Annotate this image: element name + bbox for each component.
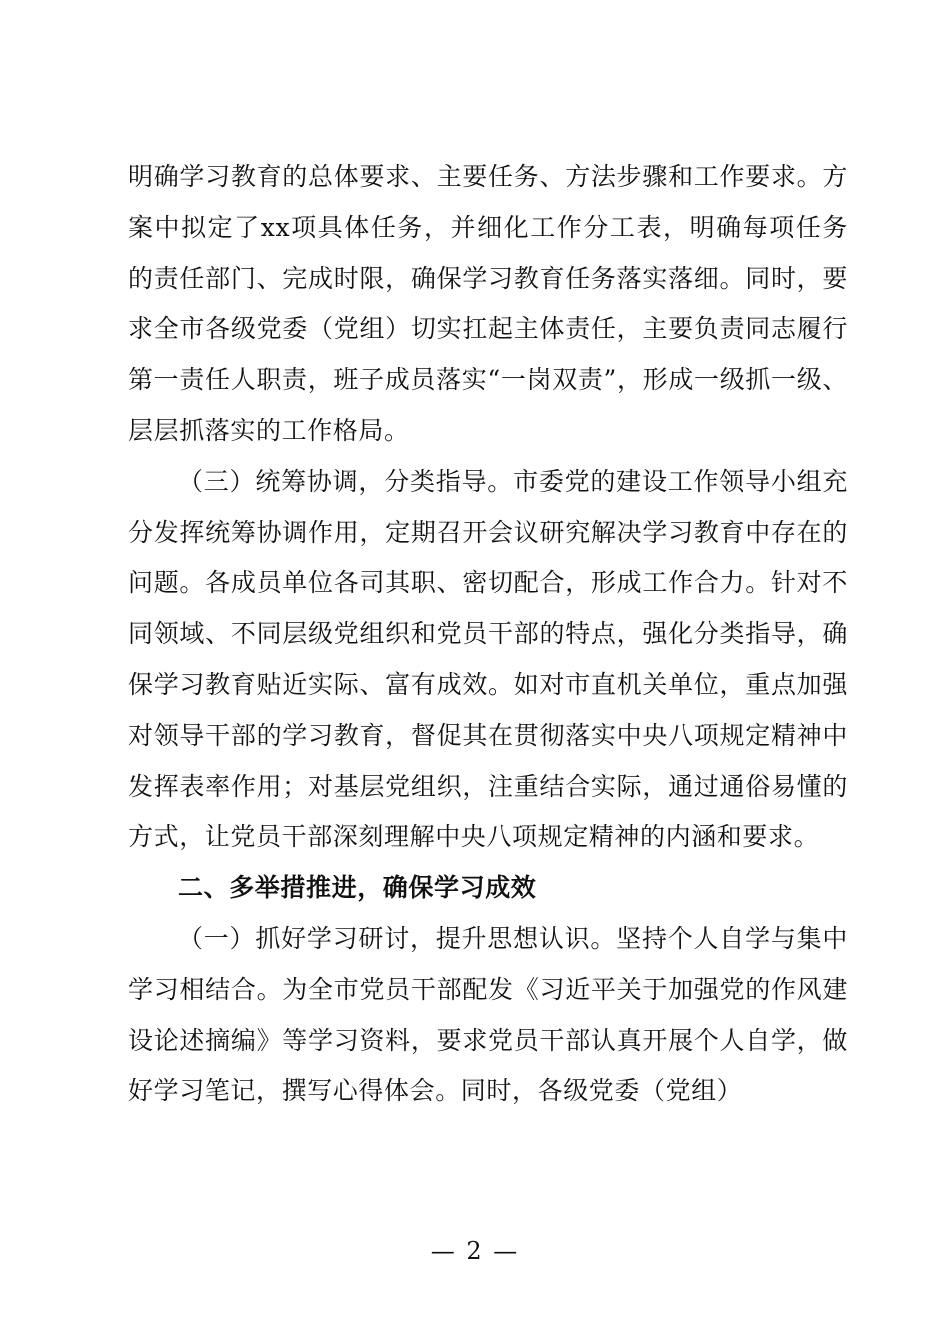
page-number: — 2 — [430, 1237, 520, 1265]
paragraph-coordination: （三）统筹协调，分类指导。市委党的建设工作领导小组充分发挥统筹协调作用，定期召开会议研究解决学习教育中存在的问题。各成员单位各司其职、密切配合，形成工作合力。针对不同领域、不同层级党组织和党员干部的特点，强化分类指导，确保学习教育贴近实际、富有成效。如对市直机关单位，重点加强对领导干部的学习教育，督促其在贯彻落实中央八项规定精神中发挥表率作用；对基层党组织，注重结合实际，通过通俗易懂的方式，让党员干部深刻理解中央八项规定精神的内涵和要求。 [128, 466, 848, 852]
document-body [128, 152, 848, 1117]
section-heading: 二、多举措推进，确保学习成效 [178, 873, 537, 903]
paragraph-study-discussion: （一）抓好学习研讨，提升思想认识。坚持个人自学与集中学习相结合。为全市党员干部配发《习近平关于加强党的作风建设论述摘编》等学习资料，要求党员干部认真开展个人自学，做好学习笔记，撰写心得体会。同时，各级党委（党组） [128, 923, 848, 1106]
paragraph-continuation: 明确学习教育的总体要求、主要任务、方法步骤和工作要求。方案中拟定了xx项具体任务，并细化工作分工表，明确每项任务的责任部门、完成时限，确保学习教育任务落实落细。同时，要求全市各级党委（党组）切实扛起主体责任，主要负责同志履行第一责任人职责，班子成员落实“一岗双责”，形成一级抓一级、层层抓落实的工作格局。 [128, 162, 848, 445]
